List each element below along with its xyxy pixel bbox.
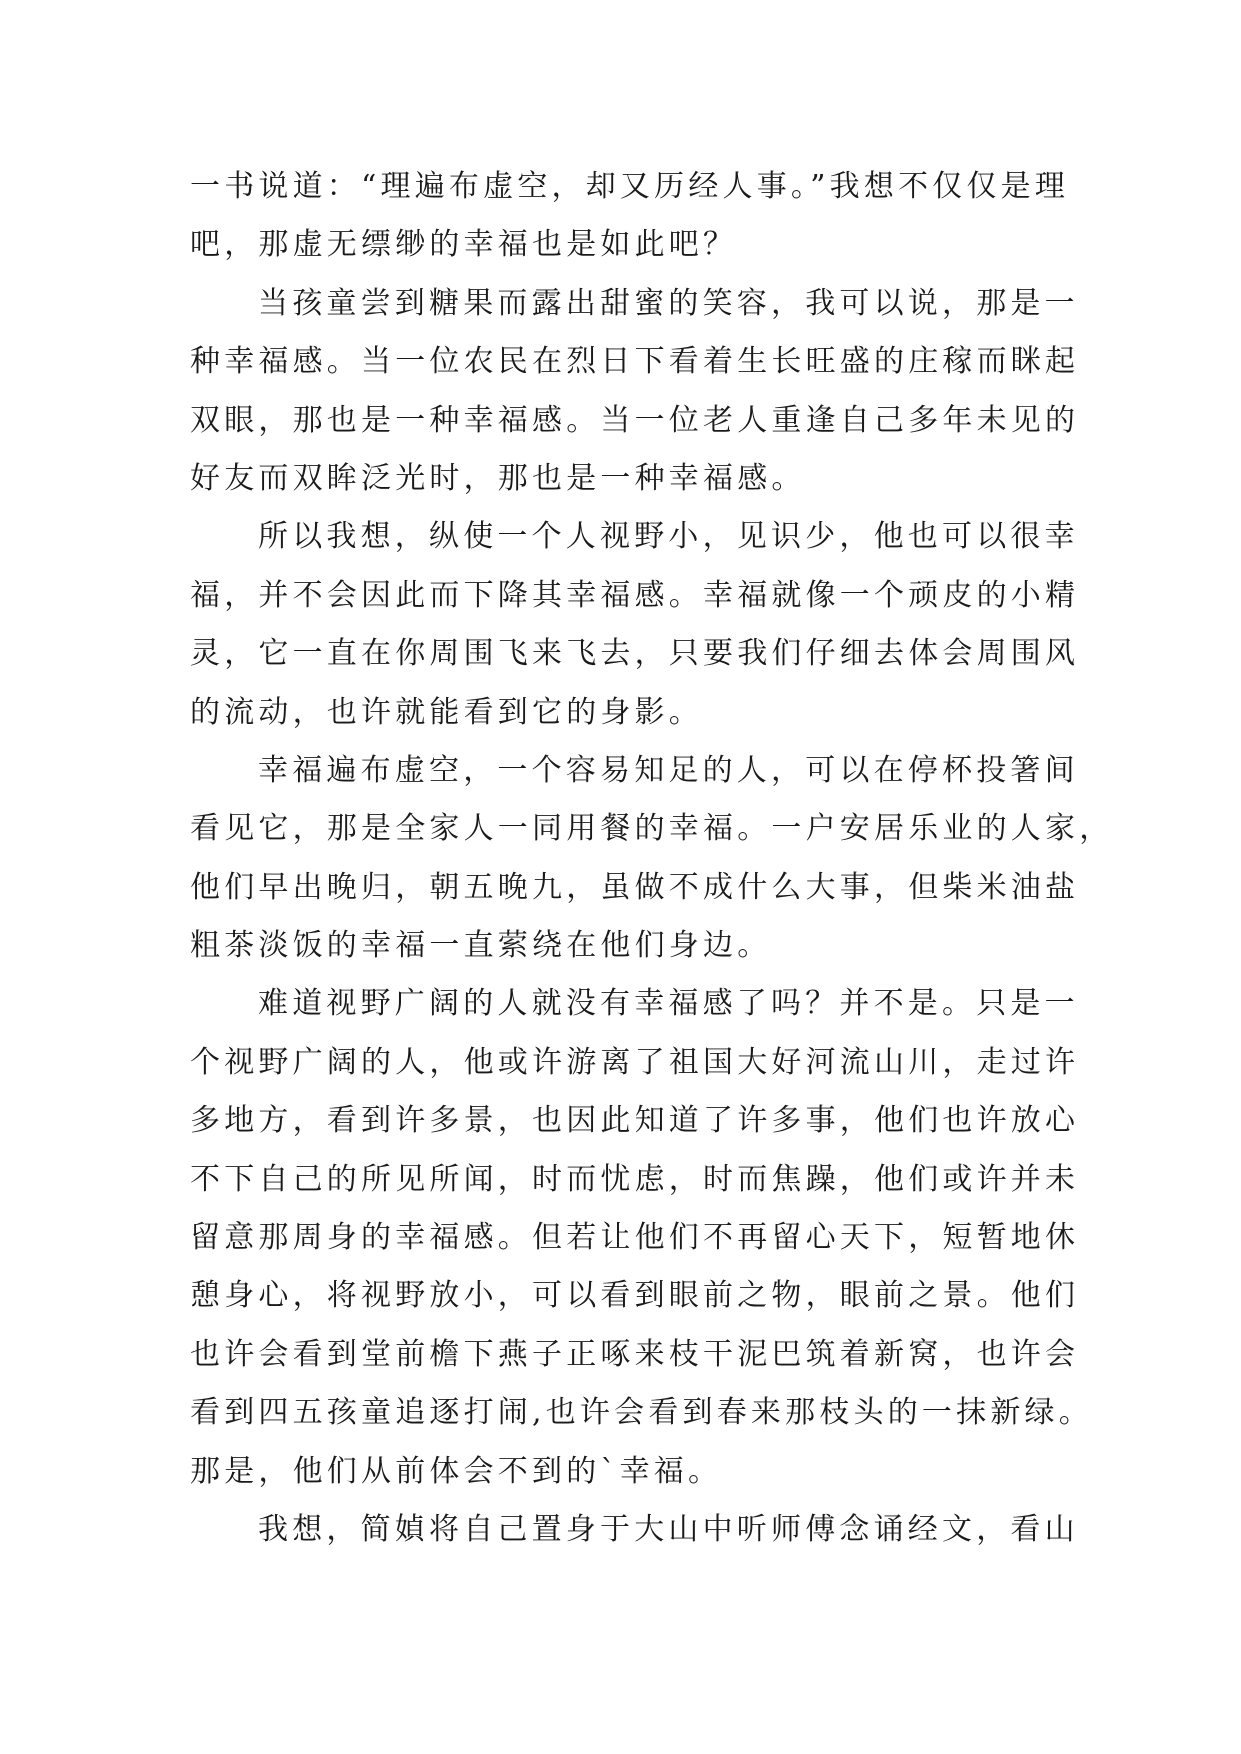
text-line: 的流动，也许就能看到它的身影。 — [190, 694, 703, 730]
text-line: 吧，那虚无缥缈的幸福也是如此吧？ — [190, 227, 738, 263]
paragraph-first-line: 我想，简媜将自己置身于大山中听师傅念诵经文，看山 — [258, 1511, 1079, 1547]
text-line: 看到四五孩童追逐打闹,也许会看到春来那枝头的一抹新绿。 — [190, 1395, 1093, 1431]
text-line: 一书说道：“理遍布虚空，却又历经人事。”我想不仅仅是理 — [190, 169, 1070, 204]
text-line: 福，并不会因此而下降其幸福感。幸福就像一个顽皮的小精 — [190, 577, 1080, 613]
text-line: 个视野广阔的人，他或许游离了祖国大好河流山川，走过许 — [190, 1044, 1080, 1080]
paragraph-first-line: 难道视野广阔的人就没有幸福感了吗？并不是。只是一 — [258, 986, 1079, 1022]
text-line: 多地方，看到许多景，也因此知道了许多事，他们也许放心 — [190, 1103, 1080, 1139]
essay-body — [190, 158, 1114, 1559]
paragraph-first-line: 当孩童尝到糖果而露出甜蜜的笑容，我可以说，那是一 — [258, 285, 1079, 321]
text-line: 他们早出晚归，朝五晚九，虽做不成什么大事，但柴米油盐 — [190, 869, 1080, 905]
text-line: 灵，它一直在你周围飞来飞去，只要我们仔细去体会周围风 — [190, 636, 1080, 672]
text-line: 那是，他们从前体会不到的`幸福。 — [190, 1453, 723, 1489]
paragraph-first-line: 所以我想，纵使一个人视野小，见识少，他也可以很幸 — [258, 519, 1079, 555]
text-line: 好友而双眸泛光时，那也是一种幸福感。 — [190, 460, 806, 496]
text-line: 种幸福感。当一位农民在烈日下看着生长旺盛的庄稼而眯起 — [190, 344, 1080, 380]
text-line: 憩身心，将视野放小，可以看到眼前之物，眼前之景。他们 — [190, 1278, 1080, 1314]
text-line: 也许会看到堂前檐下燕子正啄来枝干泥巴筑着新窝，也许会 — [190, 1336, 1080, 1372]
text-line: 双眼，那也是一种幸福感。当一位老人重逢自己多年未见的 — [190, 402, 1080, 438]
text-line: 不下自己的所见所闻，时而忧虑，时而焦躁，他们或许并未 — [190, 1161, 1080, 1197]
text-line: 看见它，那是全家人一同用餐的幸福。一户安居乐业的人家， — [190, 811, 1114, 847]
paragraph-first-line: 幸福遍布虚空，一个容易知足的人，可以在停杯投箸间 — [258, 752, 1079, 788]
text-line: 粗茶淡饭的幸福一直萦绕在他们身边。 — [190, 928, 772, 964]
text-line: 留意那周身的幸福感。但若让他们不再留心天下，短暂地休 — [190, 1220, 1080, 1256]
